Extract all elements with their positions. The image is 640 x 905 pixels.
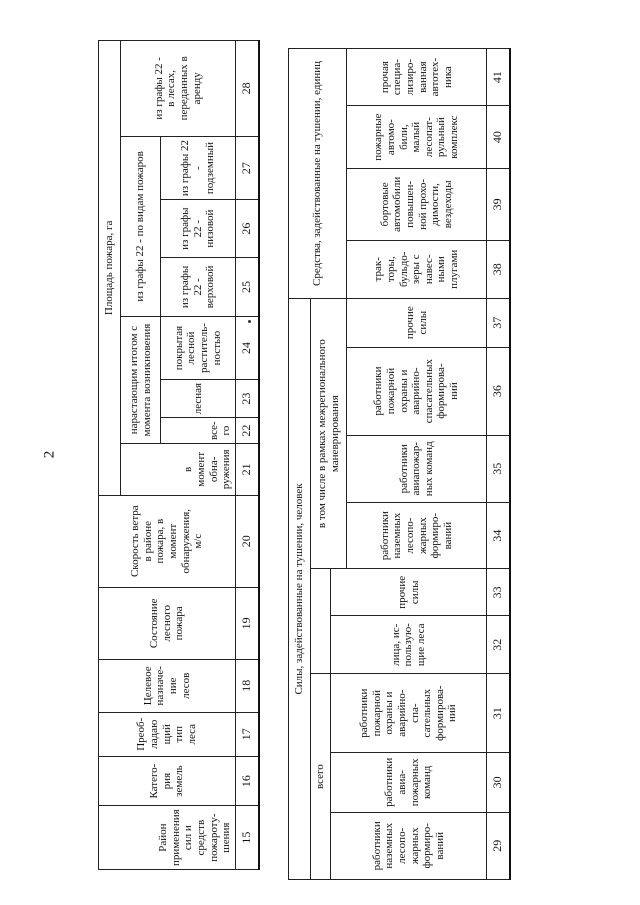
col-38-header: трак- торы, бульдо- зеры с навес- ными плугами [347,240,487,298]
col-35-header: работники авиапожар- ных команд [347,435,487,502]
col-number: 31 [487,674,510,753]
page-number: 2 [41,450,58,459]
col-17-header: Преоб- ладаю щий тип леса [99,712,236,756]
col-16-header: Катего- рия земель [99,756,236,805]
col-number: 38 [487,240,510,298]
col-number: 32 [487,616,510,674]
total-header: всего [311,674,331,880]
col-25-header: из графы 22 - верховой [161,257,236,316]
col-number: 40 [487,106,510,169]
col-18-header: Целевое назначе- ние лесов [99,659,236,712]
col-number: 23 [236,379,259,417]
equipment-header: Средства, задействованные на тушении, единиц [289,49,347,299]
col-number: 21 [236,443,259,495]
col-30-header: работники авиа- пожарных команд [331,753,487,813]
col-20-header: Скорость ветра в районе пожара, в момент обнаружения, м/с [99,495,236,587]
col-number: 16 [236,756,259,805]
interregional-header: в том числе в рамках межрегионального маневрирования [311,298,347,569]
col-number: 33 [487,569,510,616]
col-number: 39 [487,169,510,241]
col-33-header: прочие силы [331,569,487,616]
col-31-header: работники пожарной охраны и аварийно- спа- сательных формирова- ний [331,674,487,753]
col-34-header: работники наземных лесопо- жарных формиро- ваний [347,502,487,569]
cumulative-header: нарастающим итогом с момента возникновения [121,317,161,444]
col-number: 29 [487,812,510,879]
fire-data-table-top [98,40,260,870]
by-type-header: из графы 22 - по видам пожаров [121,136,161,317]
col-21-header: в момент обна- ружения [121,443,236,495]
area-header: Площадь пожара, га [99,41,121,496]
col-number: 27 [236,136,259,200]
col-41-header: прочая специа- лизиро- ванная автотех- ника [347,49,487,106]
col-39-header: бортовые автомобили повышен- ной прохо- димости, вездеходы [347,169,487,241]
col-number: 26 [236,200,259,257]
col-22-header: все- го [161,418,236,444]
col-number: 20 [236,495,259,587]
col-37-header: прочие силы [347,298,487,347]
col-number: 30 [487,753,510,813]
col-number: 36 [487,347,510,435]
people-header: Силы, задействованные на тушении, человек [289,298,311,879]
col-26-header: из графы 22 - низовой [161,200,236,257]
col-23-header: лесная [161,379,236,417]
col-15-header: Район применения сил и средств пожароту- шения [99,806,236,870]
col-number: 24 [236,317,259,380]
col-number: 41 [487,49,510,106]
col-number: 19 [236,587,259,659]
col-27-header: из графы 22 - подземный [161,136,236,200]
col-40-header: пожарные автомо- били, малый лесопат- рульный комплекс [347,106,487,169]
col-36-header: работники пожарной охраны и аварийно- спасательных формирова- ний [347,347,487,435]
col-number: 25 [236,257,259,316]
col-19-header: Состояние лесного пожара [99,587,236,659]
col-number: 28 [236,41,259,137]
col-number: 17 [236,712,259,756]
col-24-header: покрытая лесной раститель- ностью [161,317,236,380]
col-number: 15 [236,806,259,870]
col-28-header: из графы 22 - в лесах, переданных в аренду [121,41,236,137]
col-29-header: работники наземных лесопо- жарных формиро- ваний [331,812,487,879]
fire-forces-table-bottom [288,48,511,880]
col-number: 22 [236,418,259,444]
col-number: 37 [487,298,510,347]
col-32-header: лица, ис- пользую- щие леса [331,616,487,674]
col-number: 34 [487,502,510,569]
col-number: 35 [487,435,510,502]
col-number: 18 [236,659,259,712]
